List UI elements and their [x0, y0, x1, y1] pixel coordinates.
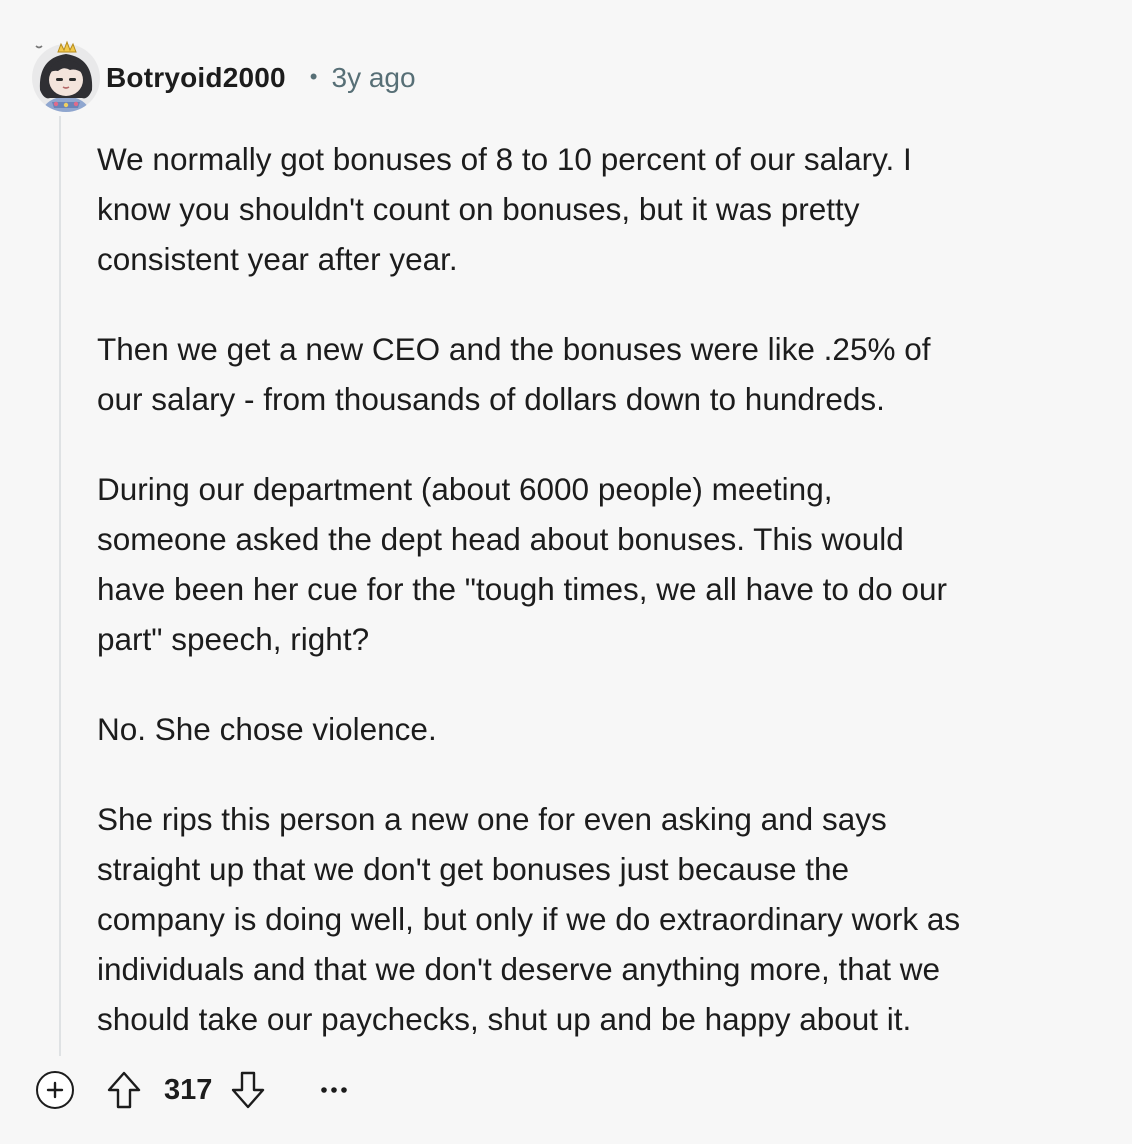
text-line: should take our paychecks, shut up and be happy about it. — [97, 1001, 912, 1037]
timestamp[interactable]: 3y ago — [331, 62, 416, 93]
comment-paragraph — [97, 704, 1107, 754]
text-line: No. She chose violence. — [97, 711, 437, 747]
ellipsis-icon — [320, 1086, 348, 1094]
meta-separator: • — [309, 64, 318, 89]
thread-line[interactable] — [59, 116, 61, 1056]
avatar[interactable] — [30, 40, 102, 112]
text-line: individuals and that we don't deserve anything more, that we — [97, 951, 941, 987]
text-line: company is doing well, but only if we do extraordinary work as — [97, 901, 961, 937]
text-line: She rips this person a new one for even asking and says — [97, 801, 887, 837]
upvote-button[interactable] — [106, 1070, 142, 1110]
text-line: know you shouldn't count on bonuses, but it was pretty — [97, 191, 860, 227]
comment-body — [97, 134, 1107, 1084]
text-line: consistent year after year. — [97, 241, 458, 277]
vote-control — [106, 1070, 266, 1110]
text-line: our salary - from thousands of dollars down to hundreds. — [97, 381, 885, 417]
text-line: We normally got bonuses of 8 to 10 percent of our salary. I — [97, 141, 912, 177]
text-line: straight up that we don't get bonuses just because the — [97, 851, 850, 887]
text-line: During our department (about 6000 people) meeting, — [97, 471, 833, 507]
text-line: Then we get a new CEO and the bonuses were like .25% of — [97, 331, 931, 367]
text-line: someone asked the dept head about bonuses. This would — [97, 521, 904, 557]
more-options-button[interactable] — [314, 1070, 354, 1110]
comment-action-bar — [36, 1068, 354, 1112]
author-username[interactable]: Botryoid2000 — [106, 62, 286, 93]
comment-header — [106, 56, 416, 100]
text-line: have been her cue for the "tough times, we all have to do our — [97, 571, 947, 607]
comment-paragraph — [97, 324, 1107, 424]
upvote-arrow-icon — [107, 1071, 141, 1109]
comment-paragraph — [97, 464, 1107, 664]
avatar-cartoon-girl-icon — [30, 40, 102, 112]
comment-paragraph — [97, 794, 1107, 1044]
expand-thread-button[interactable] — [36, 1071, 74, 1109]
text-line: part" speech, right? — [97, 621, 370, 657]
downvote-button[interactable] — [230, 1070, 266, 1110]
comment-paragraph — [97, 134, 1107, 284]
downvote-arrow-icon — [231, 1071, 265, 1109]
vote-score: 317 — [164, 1073, 213, 1106]
plus-circle-icon — [45, 1080, 65, 1100]
